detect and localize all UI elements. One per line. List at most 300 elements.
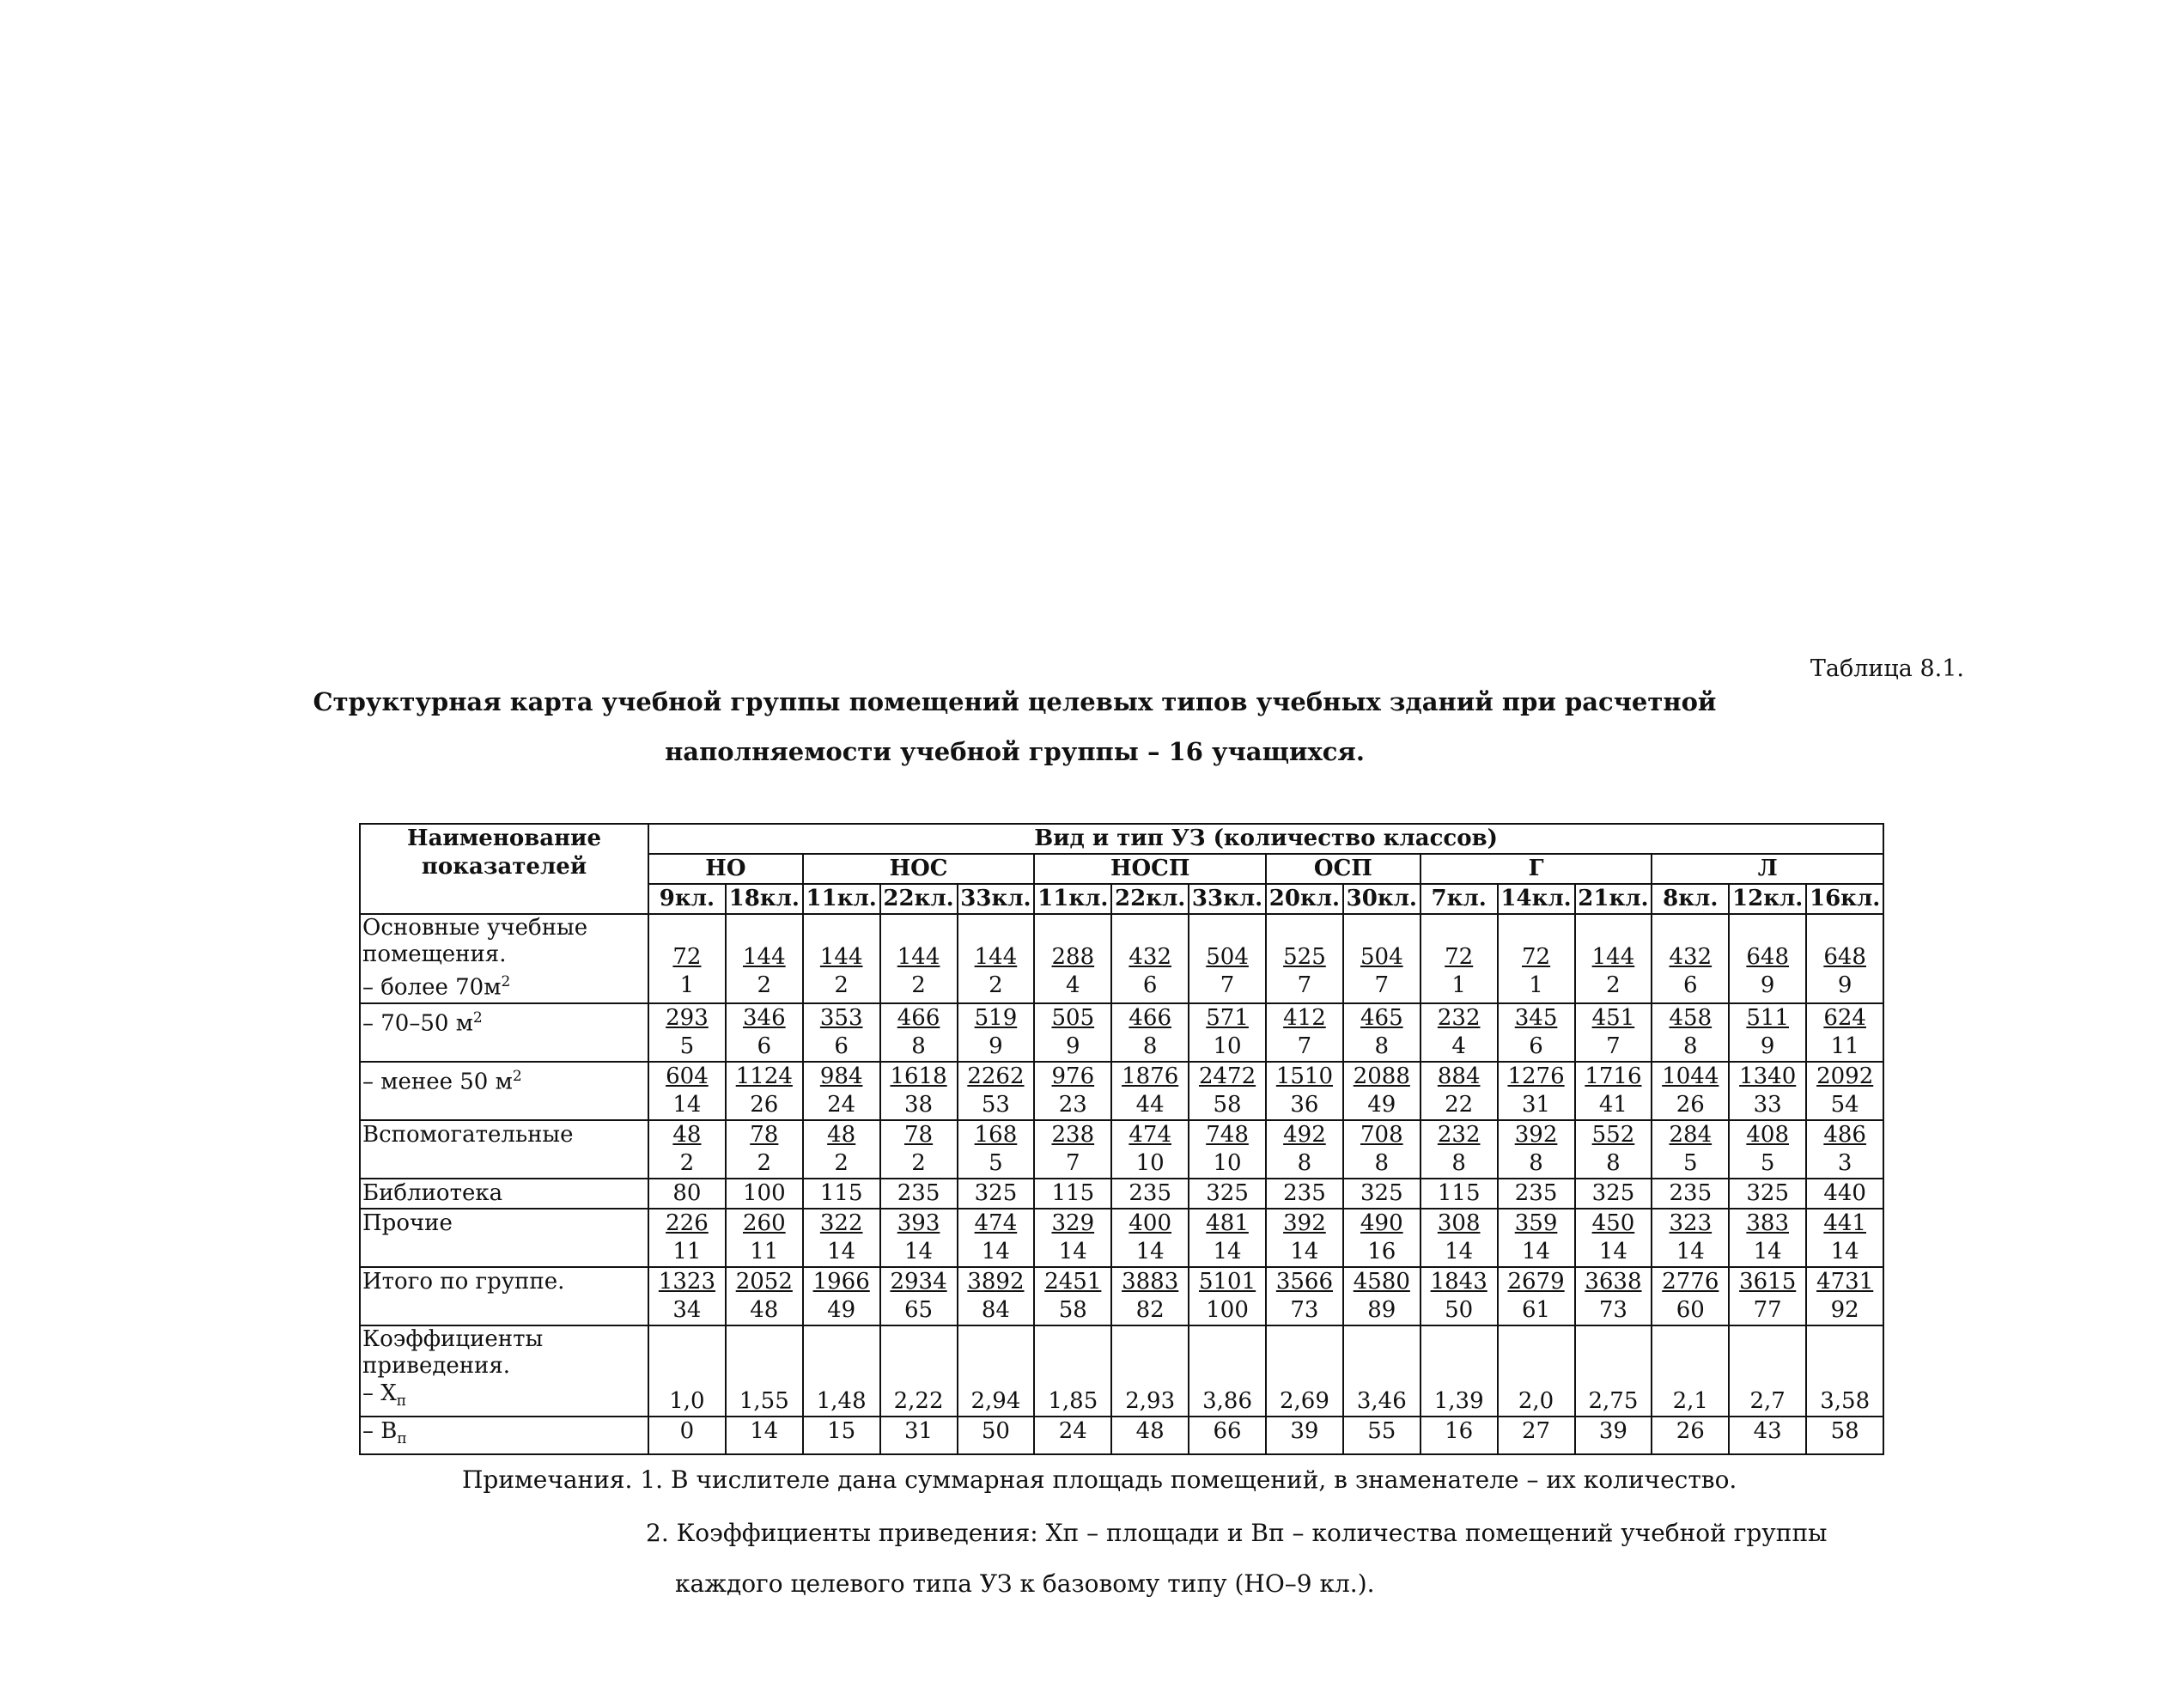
over70-denominator: 4 bbox=[1066, 972, 1080, 998]
lib-cell bbox=[1498, 1179, 1575, 1209]
under50-cell bbox=[1034, 1062, 1111, 1120]
over70-numerator: 432 bbox=[1129, 944, 1171, 970]
coef-label: Коэффициенты приведения. bbox=[362, 1325, 544, 1379]
other-cell bbox=[1189, 1209, 1266, 1267]
other-numerator: 392 bbox=[1283, 1209, 1326, 1236]
bp-cell bbox=[1189, 1417, 1266, 1454]
bp-value: 16 bbox=[1445, 1417, 1474, 1444]
lib-cell bbox=[1111, 1179, 1189, 1209]
note-line-3: каждого целевого типа УЗ к базовому типу (НО–9 кл.). bbox=[675, 1569, 1375, 1598]
aux-numerator: 408 bbox=[1746, 1121, 1789, 1148]
under50-numerator: 1340 bbox=[1739, 1063, 1797, 1089]
lib-value: 325 bbox=[1360, 1179, 1403, 1206]
xp-value: 2,93 bbox=[1125, 1387, 1176, 1414]
total-numerator: 3892 bbox=[967, 1268, 1025, 1295]
other-denominator: 14 bbox=[1598, 1238, 1627, 1264]
aux-denominator: 10 bbox=[1135, 1149, 1165, 1176]
aux-denominator: 8 bbox=[1297, 1149, 1312, 1176]
lib-cell bbox=[1266, 1179, 1343, 1209]
r7050-numerator: 624 bbox=[1823, 1004, 1866, 1031]
other-numerator: 329 bbox=[1051, 1209, 1095, 1236]
xp-value: 2,75 bbox=[1588, 1387, 1639, 1414]
other-denominator: 16 bbox=[1367, 1238, 1396, 1264]
under50-denominator: 26 bbox=[1676, 1091, 1705, 1118]
header-subtype-7: 33кл. bbox=[1189, 884, 1266, 914]
over70-cell bbox=[1421, 914, 1498, 1003]
xp-value: 2,0 bbox=[1518, 1387, 1554, 1414]
aux-denominator: 8 bbox=[1529, 1149, 1543, 1176]
r7050-denominator: 8 bbox=[1142, 1033, 1158, 1059]
r7050-denominator: 8 bbox=[1374, 1033, 1390, 1059]
total-numerator: 2776 bbox=[1662, 1268, 1719, 1295]
total-denominator: 48 bbox=[750, 1296, 779, 1323]
header-subtype-9: 30кл. bbox=[1343, 884, 1421, 914]
under50-denominator: 44 bbox=[1135, 1091, 1165, 1118]
under50-numerator: 976 bbox=[1051, 1063, 1095, 1089]
total-cell bbox=[1189, 1267, 1266, 1325]
aux-cell bbox=[1266, 1120, 1343, 1179]
r7050-numerator: 353 bbox=[819, 1004, 863, 1031]
under50-cell bbox=[1498, 1062, 1575, 1120]
total-cell bbox=[803, 1267, 880, 1325]
aux-denominator: 5 bbox=[1683, 1149, 1698, 1176]
aux-numerator: 474 bbox=[1129, 1121, 1171, 1148]
other-numerator: 481 bbox=[1206, 1209, 1249, 1236]
xp-cell bbox=[726, 1325, 803, 1417]
other-numerator: 400 bbox=[1129, 1209, 1171, 1236]
bp-value: 55 bbox=[1367, 1417, 1396, 1444]
total-denominator: 84 bbox=[981, 1296, 1010, 1323]
header-type-1: НОС bbox=[803, 854, 1035, 884]
under50-cell bbox=[726, 1062, 803, 1120]
total-cell bbox=[1652, 1267, 1729, 1325]
r7050-cell bbox=[1266, 1003, 1343, 1062]
r7050-numerator: 505 bbox=[1051, 1004, 1095, 1031]
under50-numerator: 1124 bbox=[735, 1063, 793, 1089]
r7050-numerator: 458 bbox=[1669, 1004, 1713, 1031]
under50-label-text: – менее 50 м bbox=[362, 1069, 513, 1095]
under50-denominator: 23 bbox=[1058, 1091, 1087, 1118]
xp-value: 1,39 bbox=[1433, 1387, 1484, 1414]
other-numerator: 474 bbox=[974, 1209, 1018, 1236]
row-label-under-50 bbox=[360, 1062, 648, 1120]
aux-cell bbox=[1111, 1120, 1189, 1179]
xp-cell bbox=[803, 1325, 880, 1417]
over-70-label-text: – более 70м bbox=[362, 974, 502, 1001]
over70-cell bbox=[958, 914, 1035, 1003]
r7050-denominator: 8 bbox=[911, 1033, 926, 1059]
r7050-denominator: 6 bbox=[1529, 1033, 1543, 1059]
over70-denominator: 7 bbox=[1374, 972, 1390, 998]
other-denominator: 14 bbox=[1213, 1238, 1242, 1264]
other-numerator: 308 bbox=[1437, 1209, 1481, 1236]
under50-cell bbox=[880, 1062, 958, 1120]
over70-numerator: 504 bbox=[1206, 944, 1249, 970]
xp-cell bbox=[1652, 1325, 1729, 1417]
xp-value: 1,55 bbox=[739, 1387, 789, 1414]
xp-value: 2,94 bbox=[970, 1387, 1021, 1414]
total-cell bbox=[958, 1267, 1035, 1325]
total-denominator: 34 bbox=[672, 1296, 702, 1323]
r7050-numerator: 511 bbox=[1746, 1004, 1789, 1031]
xp-cell bbox=[1266, 1325, 1343, 1417]
bp-label-sub: п bbox=[397, 1430, 407, 1448]
header-subtype-15: 16кл. bbox=[1806, 884, 1883, 914]
over70-cell bbox=[1652, 914, 1729, 1003]
aux-cell bbox=[648, 1120, 726, 1179]
over70-denominator: 6 bbox=[1142, 972, 1158, 998]
header-subtype-11: 14кл. bbox=[1498, 884, 1575, 914]
r7050-label-sup: 2 bbox=[472, 1008, 483, 1027]
total-cell bbox=[1034, 1267, 1111, 1325]
r7050-cell bbox=[958, 1003, 1035, 1062]
other-cell bbox=[648, 1209, 726, 1267]
lib-cell bbox=[803, 1179, 880, 1209]
row-other bbox=[360, 1209, 1883, 1267]
r7050-cell bbox=[1575, 1003, 1652, 1062]
r7050-numerator: 451 bbox=[1591, 1004, 1635, 1031]
over70-numerator: 288 bbox=[1051, 944, 1095, 970]
xp-value: 1,48 bbox=[816, 1387, 867, 1414]
aux-numerator: 284 bbox=[1669, 1121, 1713, 1148]
bp-cell bbox=[1034, 1417, 1111, 1454]
other-cell bbox=[1421, 1209, 1498, 1267]
other-denominator: 14 bbox=[1676, 1238, 1705, 1264]
r7050-denominator: 11 bbox=[1830, 1033, 1859, 1059]
over70-numerator: 72 bbox=[1522, 944, 1551, 970]
lib-value: 100 bbox=[742, 1179, 786, 1206]
aux-numerator: 748 bbox=[1206, 1121, 1249, 1148]
other-numerator: 322 bbox=[819, 1209, 863, 1236]
over70-denominator: 2 bbox=[834, 972, 849, 998]
r7050-cell bbox=[1343, 1003, 1421, 1062]
row-coef-xp bbox=[360, 1325, 1883, 1417]
bp-value: 58 bbox=[1830, 1417, 1859, 1444]
total-numerator: 3566 bbox=[1275, 1268, 1334, 1295]
row-coef-bp bbox=[360, 1417, 1883, 1454]
r7050-label-text: – 70–50 м bbox=[362, 1010, 473, 1037]
bp-value: 27 bbox=[1522, 1417, 1551, 1444]
over70-cell bbox=[1575, 914, 1652, 1003]
row-label-coef-xp bbox=[360, 1325, 648, 1417]
total-numerator: 3615 bbox=[1739, 1268, 1797, 1295]
aux-numerator: 78 bbox=[904, 1121, 934, 1148]
aux-numerator: 48 bbox=[672, 1121, 702, 1148]
xp-cell bbox=[1111, 1325, 1189, 1417]
header-subtype-8: 20кл. bbox=[1266, 884, 1343, 914]
header-type-2: НОСП bbox=[1034, 854, 1266, 884]
under50-cell bbox=[1111, 1062, 1189, 1120]
header-subtype-1: 18кл. bbox=[726, 884, 803, 914]
lib-cell bbox=[1806, 1179, 1883, 1209]
row-label-total: Итого по группе. bbox=[360, 1267, 648, 1325]
total-numerator: 1966 bbox=[812, 1268, 870, 1295]
under50-cell bbox=[1189, 1062, 1266, 1120]
over70-denominator: 1 bbox=[679, 972, 695, 998]
total-denominator: 58 bbox=[1058, 1296, 1087, 1323]
lib-value: 235 bbox=[1669, 1179, 1713, 1206]
row-label-auxiliary: Вспомогательные bbox=[360, 1120, 648, 1179]
aux-denominator: 10 bbox=[1213, 1149, 1242, 1176]
aux-denominator: 8 bbox=[1606, 1149, 1621, 1176]
over70-numerator: 504 bbox=[1360, 944, 1403, 970]
xp-cell bbox=[1343, 1325, 1421, 1417]
under50-numerator: 1618 bbox=[890, 1063, 947, 1089]
other-denominator: 11 bbox=[672, 1238, 702, 1264]
other-cell bbox=[880, 1209, 958, 1267]
total-denominator: 61 bbox=[1522, 1296, 1551, 1323]
over70-numerator: 525 bbox=[1283, 944, 1326, 970]
over70-denominator: 2 bbox=[757, 972, 772, 998]
total-numerator: 4731 bbox=[1816, 1268, 1874, 1295]
xp-value: 3,86 bbox=[1202, 1387, 1252, 1414]
over70-cell bbox=[880, 914, 958, 1003]
aux-cell bbox=[1189, 1120, 1266, 1179]
header-type-3: ОСП bbox=[1266, 854, 1421, 884]
total-cell bbox=[1111, 1267, 1189, 1325]
under50-cell bbox=[1421, 1062, 1498, 1120]
bp-cell bbox=[726, 1417, 803, 1454]
other-cell bbox=[1266, 1209, 1343, 1267]
r7050-numerator: 346 bbox=[742, 1004, 786, 1031]
r7050-cell bbox=[1652, 1003, 1729, 1062]
over70-cell bbox=[1189, 914, 1266, 1003]
bp-cell bbox=[1652, 1417, 1729, 1454]
over70-denominator: 1 bbox=[1529, 972, 1543, 998]
total-cell bbox=[880, 1267, 958, 1325]
under50-numerator: 1510 bbox=[1275, 1063, 1334, 1089]
over70-cell bbox=[1266, 914, 1343, 1003]
over70-numerator: 144 bbox=[819, 944, 863, 970]
xp-value: 1,0 bbox=[669, 1387, 705, 1414]
under50-denominator: 36 bbox=[1290, 1091, 1319, 1118]
xp-cell bbox=[1806, 1325, 1883, 1417]
row-label-library: Библиотека bbox=[360, 1179, 648, 1209]
lib-value: 235 bbox=[1283, 1179, 1326, 1206]
total-denominator: 60 bbox=[1676, 1296, 1705, 1323]
aux-cell bbox=[726, 1120, 803, 1179]
over-70-label bbox=[362, 968, 648, 1002]
row-library bbox=[360, 1179, 1883, 1209]
other-denominator: 14 bbox=[827, 1238, 856, 1264]
other-numerator: 226 bbox=[666, 1209, 709, 1236]
other-cell bbox=[1034, 1209, 1111, 1267]
r7050-denominator: 9 bbox=[1760, 1033, 1775, 1059]
over70-denominator: 2 bbox=[911, 972, 926, 998]
under50-numerator: 2088 bbox=[1353, 1063, 1410, 1089]
row-label-70-50 bbox=[360, 1003, 648, 1062]
main-rooms-label: Основные учебные помещения. bbox=[362, 915, 588, 967]
under50-numerator: 1876 bbox=[1122, 1063, 1179, 1089]
lib-value: 325 bbox=[974, 1179, 1018, 1206]
bp-value: 24 bbox=[1058, 1417, 1087, 1444]
header-subtype-0: 9кл. bbox=[648, 884, 726, 914]
xp-cell bbox=[1189, 1325, 1266, 1417]
bp-cell bbox=[880, 1417, 958, 1454]
lib-cell bbox=[1421, 1179, 1498, 1209]
aux-denominator: 2 bbox=[757, 1149, 772, 1176]
r7050-numerator: 466 bbox=[1129, 1004, 1171, 1031]
other-numerator: 359 bbox=[1514, 1209, 1558, 1236]
under50-denominator: 22 bbox=[1445, 1091, 1474, 1118]
other-denominator: 14 bbox=[981, 1238, 1010, 1264]
aux-denominator: 7 bbox=[1066, 1149, 1080, 1176]
other-cell bbox=[1729, 1209, 1806, 1267]
r7050-numerator: 519 bbox=[974, 1004, 1018, 1031]
under50-numerator: 2262 bbox=[967, 1063, 1025, 1089]
header-subtype-10: 7кл. bbox=[1421, 884, 1498, 914]
under50-numerator: 2092 bbox=[1816, 1063, 1874, 1089]
r7050-cell bbox=[880, 1003, 958, 1062]
bp-value: 66 bbox=[1213, 1417, 1242, 1444]
lib-cell bbox=[1652, 1179, 1729, 1209]
aux-denominator: 3 bbox=[1837, 1149, 1852, 1176]
header-subtype-14: 12кл. bbox=[1729, 884, 1806, 914]
total-numerator: 2679 bbox=[1507, 1268, 1565, 1295]
r7050-numerator: 293 bbox=[666, 1004, 709, 1031]
over70-numerator: 72 bbox=[672, 944, 702, 970]
lib-cell bbox=[880, 1179, 958, 1209]
xp-value: 2,1 bbox=[1672, 1387, 1708, 1414]
lib-cell bbox=[1343, 1179, 1421, 1209]
total-denominator: 89 bbox=[1367, 1296, 1396, 1323]
header-name-column: Наименование показателей bbox=[360, 824, 648, 914]
other-numerator: 323 bbox=[1669, 1209, 1713, 1236]
total-cell bbox=[1498, 1267, 1575, 1325]
bp-cell bbox=[958, 1417, 1035, 1454]
r7050-denominator: 8 bbox=[1683, 1033, 1698, 1059]
r7050-denominator: 7 bbox=[1606, 1033, 1621, 1059]
total-numerator: 1323 bbox=[658, 1268, 716, 1295]
aux-denominator: 8 bbox=[1451, 1149, 1466, 1176]
xp-cell bbox=[1498, 1325, 1575, 1417]
over70-numerator: 648 bbox=[1823, 944, 1866, 970]
aux-numerator: 708 bbox=[1360, 1121, 1403, 1148]
r7050-denominator: 9 bbox=[1066, 1033, 1080, 1059]
header-row-group bbox=[360, 824, 1883, 854]
r7050-cell bbox=[1729, 1003, 1806, 1062]
aux-denominator: 5 bbox=[989, 1149, 1003, 1176]
aux-cell bbox=[803, 1120, 880, 1179]
aux-cell bbox=[1343, 1120, 1421, 1179]
total-numerator: 3883 bbox=[1122, 1268, 1179, 1295]
bp-value: 14 bbox=[750, 1417, 779, 1444]
lib-value: 235 bbox=[1514, 1179, 1558, 1206]
under50-numerator: 984 bbox=[819, 1063, 863, 1089]
lib-cell bbox=[1189, 1179, 1266, 1209]
aux-cell bbox=[1034, 1120, 1111, 1179]
row-under-50 bbox=[360, 1062, 1883, 1120]
under50-cell bbox=[803, 1062, 880, 1120]
aux-numerator: 238 bbox=[1051, 1121, 1095, 1148]
aux-cell bbox=[1652, 1120, 1729, 1179]
r7050-denominator: 5 bbox=[679, 1033, 695, 1059]
total-cell bbox=[1421, 1267, 1498, 1325]
bp-value: 43 bbox=[1753, 1417, 1782, 1444]
aux-denominator: 5 bbox=[1760, 1149, 1775, 1176]
r7050-denominator: 10 bbox=[1213, 1033, 1242, 1059]
lib-value: 325 bbox=[1746, 1179, 1789, 1206]
lib-cell bbox=[648, 1179, 726, 1209]
header-type-4: Г bbox=[1421, 854, 1652, 884]
over70-cell bbox=[1111, 914, 1189, 1003]
xp-cell bbox=[648, 1325, 726, 1417]
row-label-main-over70 bbox=[360, 914, 648, 1003]
aux-cell bbox=[1498, 1120, 1575, 1179]
aux-denominator: 2 bbox=[679, 1149, 695, 1176]
aux-cell bbox=[1729, 1120, 1806, 1179]
r7050-numerator: 412 bbox=[1283, 1004, 1326, 1031]
xp-cell bbox=[958, 1325, 1035, 1417]
under50-cell bbox=[1266, 1062, 1343, 1120]
over70-numerator: 144 bbox=[897, 944, 940, 970]
row-70-50 bbox=[360, 1003, 1883, 1062]
xp-cell bbox=[1729, 1325, 1806, 1417]
xp-label-sub: п bbox=[396, 1392, 407, 1410]
structure-table bbox=[359, 823, 1884, 1455]
r7050-denominator: 4 bbox=[1451, 1033, 1466, 1059]
total-numerator: 2451 bbox=[1044, 1268, 1102, 1295]
under50-numerator: 1276 bbox=[1507, 1063, 1565, 1089]
row-label-other: Прочие bbox=[360, 1209, 648, 1267]
lib-cell bbox=[1729, 1179, 1806, 1209]
under50-denominator: 54 bbox=[1830, 1091, 1859, 1118]
total-cell bbox=[1806, 1267, 1883, 1325]
header-group-title: Вид и тип УЗ (количество классов) bbox=[648, 824, 1883, 854]
other-cell bbox=[1806, 1209, 1883, 1267]
row-label-coef-bp bbox=[360, 1417, 648, 1454]
xp-cell bbox=[1421, 1325, 1498, 1417]
bp-cell bbox=[1421, 1417, 1498, 1454]
over70-denominator: 7 bbox=[1220, 972, 1235, 998]
lib-value: 325 bbox=[1591, 1179, 1635, 1206]
r7050-cell bbox=[803, 1003, 880, 1062]
aux-numerator: 78 bbox=[750, 1121, 779, 1148]
xp-label bbox=[362, 1380, 648, 1416]
r7050-numerator: 466 bbox=[897, 1004, 940, 1031]
row-auxiliary bbox=[360, 1120, 1883, 1179]
under50-denominator: 31 bbox=[1522, 1091, 1551, 1118]
bp-cell bbox=[1498, 1417, 1575, 1454]
over70-denominator: 2 bbox=[1606, 972, 1621, 998]
header-type-5: Л bbox=[1652, 854, 1883, 884]
other-cell bbox=[1575, 1209, 1652, 1267]
under50-denominator: 49 bbox=[1367, 1091, 1396, 1118]
xp-value: 2,69 bbox=[1279, 1387, 1329, 1414]
other-cell bbox=[803, 1209, 880, 1267]
r7050-denominator: 7 bbox=[1297, 1033, 1312, 1059]
over70-cell bbox=[1343, 914, 1421, 1003]
aux-denominator: 2 bbox=[834, 1149, 849, 1176]
under50-numerator: 1044 bbox=[1662, 1063, 1719, 1089]
over70-cell bbox=[1806, 914, 1883, 1003]
r7050-denominator: 9 bbox=[989, 1033, 1003, 1059]
bp-cell bbox=[1806, 1417, 1883, 1454]
other-denominator: 14 bbox=[1830, 1238, 1859, 1264]
aux-numerator: 486 bbox=[1823, 1121, 1866, 1148]
over70-cell bbox=[1498, 914, 1575, 1003]
lib-value: 235 bbox=[1129, 1179, 1171, 1206]
other-denominator: 14 bbox=[1522, 1238, 1551, 1264]
other-numerator: 383 bbox=[1746, 1209, 1789, 1236]
bp-value: 50 bbox=[981, 1417, 1010, 1444]
over70-denominator: 9 bbox=[1760, 972, 1775, 998]
xp-cell bbox=[1034, 1325, 1111, 1417]
aux-numerator: 48 bbox=[827, 1121, 856, 1148]
under50-denominator: 38 bbox=[904, 1091, 934, 1118]
total-denominator: 82 bbox=[1135, 1296, 1165, 1323]
over-70-label-sup: 2 bbox=[501, 973, 511, 990]
